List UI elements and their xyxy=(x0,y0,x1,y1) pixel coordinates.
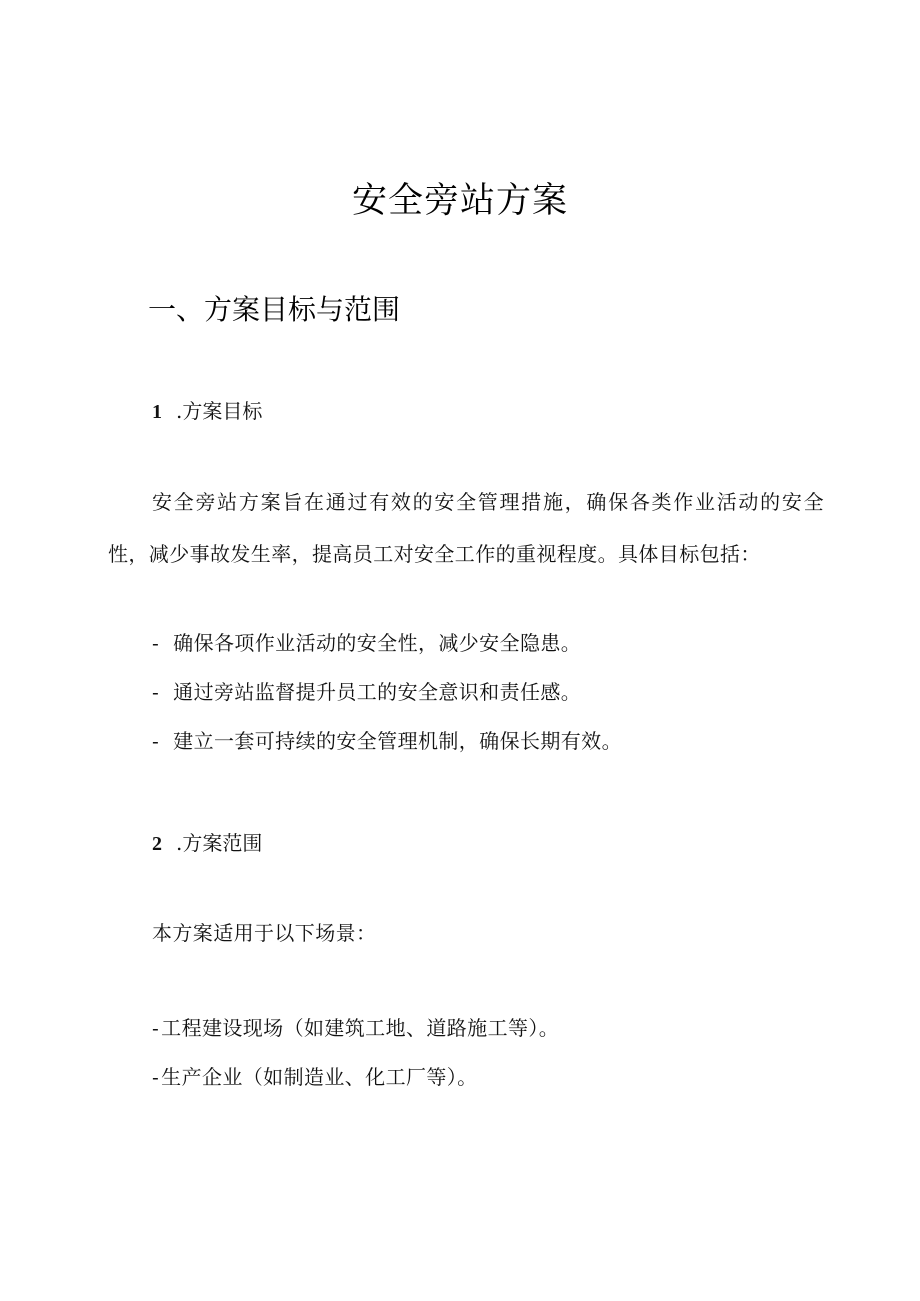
goal-item-text: 建立一套可持续的安全管理机制，确保长期有效。 xyxy=(173,729,622,753)
subsection-number: 1 xyxy=(152,401,162,423)
subsection-heading-goals xyxy=(152,396,262,427)
subsection-label: .方案范围 xyxy=(176,831,263,855)
scope-item xyxy=(152,1062,478,1092)
dash-marker: - xyxy=(152,631,160,655)
subsection-number: 2 xyxy=(152,833,162,855)
goal-item-text: 通过旁站监督提升员工的安全意识和责任感。 xyxy=(173,680,582,704)
subsection-heading-scope xyxy=(152,828,262,859)
goal-item-text: 确保各项作业活动的安全性，减少安全隐患。 xyxy=(173,631,582,655)
scope-intro: 本方案适用于以下场景： xyxy=(152,921,377,945)
scope-item-text: 生产企业（如制造业、化工厂等）。 xyxy=(161,1065,478,1089)
dash-marker: - xyxy=(152,1065,160,1089)
document-title: 安全旁站方案 xyxy=(351,181,568,221)
section-heading: 一、方案目标与范围 xyxy=(148,293,401,326)
goal-item xyxy=(152,628,581,658)
dash-marker: - xyxy=(152,729,160,753)
goal-item xyxy=(152,677,581,707)
scope-item xyxy=(152,1013,559,1043)
goals-intro-paragraph: 安全旁站方案旨在通过有效的安全管理措施，确保各类作业活动的安全性，减少事故发生率，提高员工对安全工作的重视程度。具体目标包括： xyxy=(108,490,824,566)
dash-marker: - xyxy=(152,1016,160,1040)
dash-marker: - xyxy=(152,680,160,704)
subsection-label: .方案目标 xyxy=(176,399,263,423)
goal-item xyxy=(152,726,622,756)
scope-item-text: 工程建设现场（如建筑工地、道路施工等）。 xyxy=(161,1016,560,1040)
